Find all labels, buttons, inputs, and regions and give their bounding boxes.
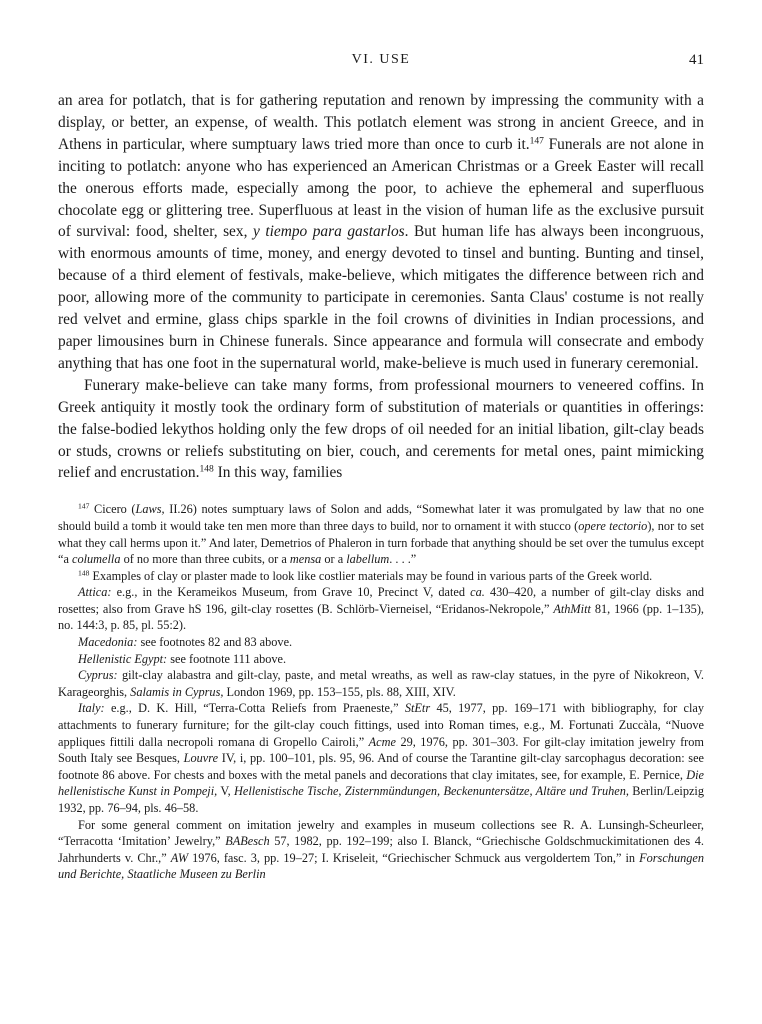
paragraph: Funerary make-believe can take many forms, from professional mourners to veneered coffins. In Greek antiquity it mostly took the ordinary form of substitution of materials or quantities in offerings: the false-bodied lekythos holding only the few drops of oil needed for an initial libation, gilt-clay beads or studs, crowns or reliefs substituting on bier, couch, and cerements for metal ones, paint mimicking relief and encrustation.$^{148}$ In this way, families bbox=[58, 376, 704, 482]
footnote-148-italy: Italy: e.g., D. K. Hill, “Terra-Cotta Reliefs from Praeneste,” StEtr 45, 1977, pp. 169–171 with bibliography, for clay attachments to funerary furniture; for the gilt-clay couch fittings, used into Roman times, e.g., M. Fortunati Zuccàla, “Nuove appliques fittili dalla necropoli romana di Gropello Cairoli,” Acme 29, 1976, pp. 301–303. For gilt-clay imitation jewelry from South Italy see Besques, Louvre IV, i, pp. 100–101, pls. 95, 96. And of course the Tarantine gilt-clay sarcophagus decoration: see footnote 86 above. For chests and boxes with the metal panels and decorations that clay imitates, see, for example, E. Pernice, Die hellenistische Kunst in Pompeji, V, Hellenistische Tische, Zisternmündungen, Beckenuntersätze, Altäre und Truhen, Berlin/Leipzig 1932, pp. 76–94, pls. 46–58. bbox=[58, 701, 704, 815]
page-number: 41 bbox=[689, 52, 704, 68]
footnote-148-cyprus: Cyprus: gilt-clay alabastra and gilt-clay, paste, and metal wreaths, as well as raw-clay statues, in the pyre of Nikokreon, V. Karageorghis, Salamis in Cyprus, London 1969, pp. 153–155, pls. 88, XIII, XIV. bbox=[58, 668, 704, 699]
paragraph: an area for potlatch, that is for gathering reputation and renown by impressing the community with a display, or better, an expense, of wealth. This potlatch element was strong in ancient Greece, and in Athens in particular, where sumptuary laws tried more than once to curb it.$^{147}$ Funerals are not alone in inciting to potlatch: anyone who has experienced an American Christmas or a Greek Easter will recall the onerous efforts made, especially among the poor, to achieve the ephemeral and superfluous chocolate egg or glittering tree. Superfluous at least in the vision of human life as the exclusive pursuit of survival: food, shelter, sex, y tiempo para gastarlos. But human life has always been incongruous, with enormous amounts of time, money, and energy devoted to tinsel and bunting. Bunting and tinsel, because of a third element of festivals, make-believe, which mitigates the difference between rich and poor, allowing more of the community to participate in ceremonies. Santa Claus' costume is not really red velvet and ermine, glass chips sparkle in the foil crowns of divinities in Indian processions, and paper limousines burn in Chinese funerals. Since appearance and formula will consecrate and embody anything that has one foot in the supernatural world, make-believe is much used in funerary ceremonial. bbox=[58, 92, 704, 372]
footnote-148-general: For some general comment on imitation jewelry and examples in museum collections see R. A. Lunsingh-Scheurleer, “Terracotta ‘Imitation’ Jewelry,” BABesch 57, 1982, pp. 192–199; also I. Blanck, “Griechische Goldschmuckimitationen des 4. Jahrhunderts v. Chr.,” AW 1976, fasc. 3, pp. 19–27; I. Kriseleit, “Griechischer Schmuck aus vergoldertem Ton,” in Forschungen und Berichte, Staatliche Museen zu Berlin bbox=[58, 817, 704, 882]
footnote-148-egypt: Hellenistic Egypt: see footnote 111 above. bbox=[78, 651, 287, 666]
running-head: VI. USE bbox=[351, 52, 411, 67]
page-header bbox=[58, 52, 704, 76]
footnote-147: $^{147}$ Cicero (Laws, II.26) notes sumptuary laws of Solon and adds, “Somewhat later it was promulgated by law that no one should build a tomb it would take ten men more than three days to build, nor to ornament it with stucco (opere tectorio), nor to set what they call herms upon it.” And later, Demetrios of Phaleron in turn forbade that anything should be set over the tumulus except “a columella of no more than three cubits, or a mensa or a labellum. . . .” bbox=[58, 501, 704, 567]
footnotes bbox=[58, 501, 704, 883]
body-text bbox=[58, 90, 704, 484]
footnote-ref-147: 147 bbox=[529, 135, 544, 147]
footnote-148-attica: Attica: e.g., in the Kerameikos Museum, from Grave 10, Precinct V, dated ca. 430–420, a number of gilt-clay disks and rosettes; also from Grave hS 196, gilt-clay rosettes (B. Schlörb-Vierneisel, “Eridanos-Nekropole,” AthMitt 81, 1966 (pp. 1–135), no. 144:3, p. 85, pl. 55:2). bbox=[58, 585, 704, 633]
footnote-148-macedonia: Macedonia: see footnotes 82 and 83 above. bbox=[78, 635, 293, 650]
footnote-148: $^{148}$ Examples of clay or plaster made to look like costlier materials may be found in various parts of the Greek world. bbox=[78, 568, 653, 583]
footnote-ref-148: 148 bbox=[199, 463, 214, 475]
